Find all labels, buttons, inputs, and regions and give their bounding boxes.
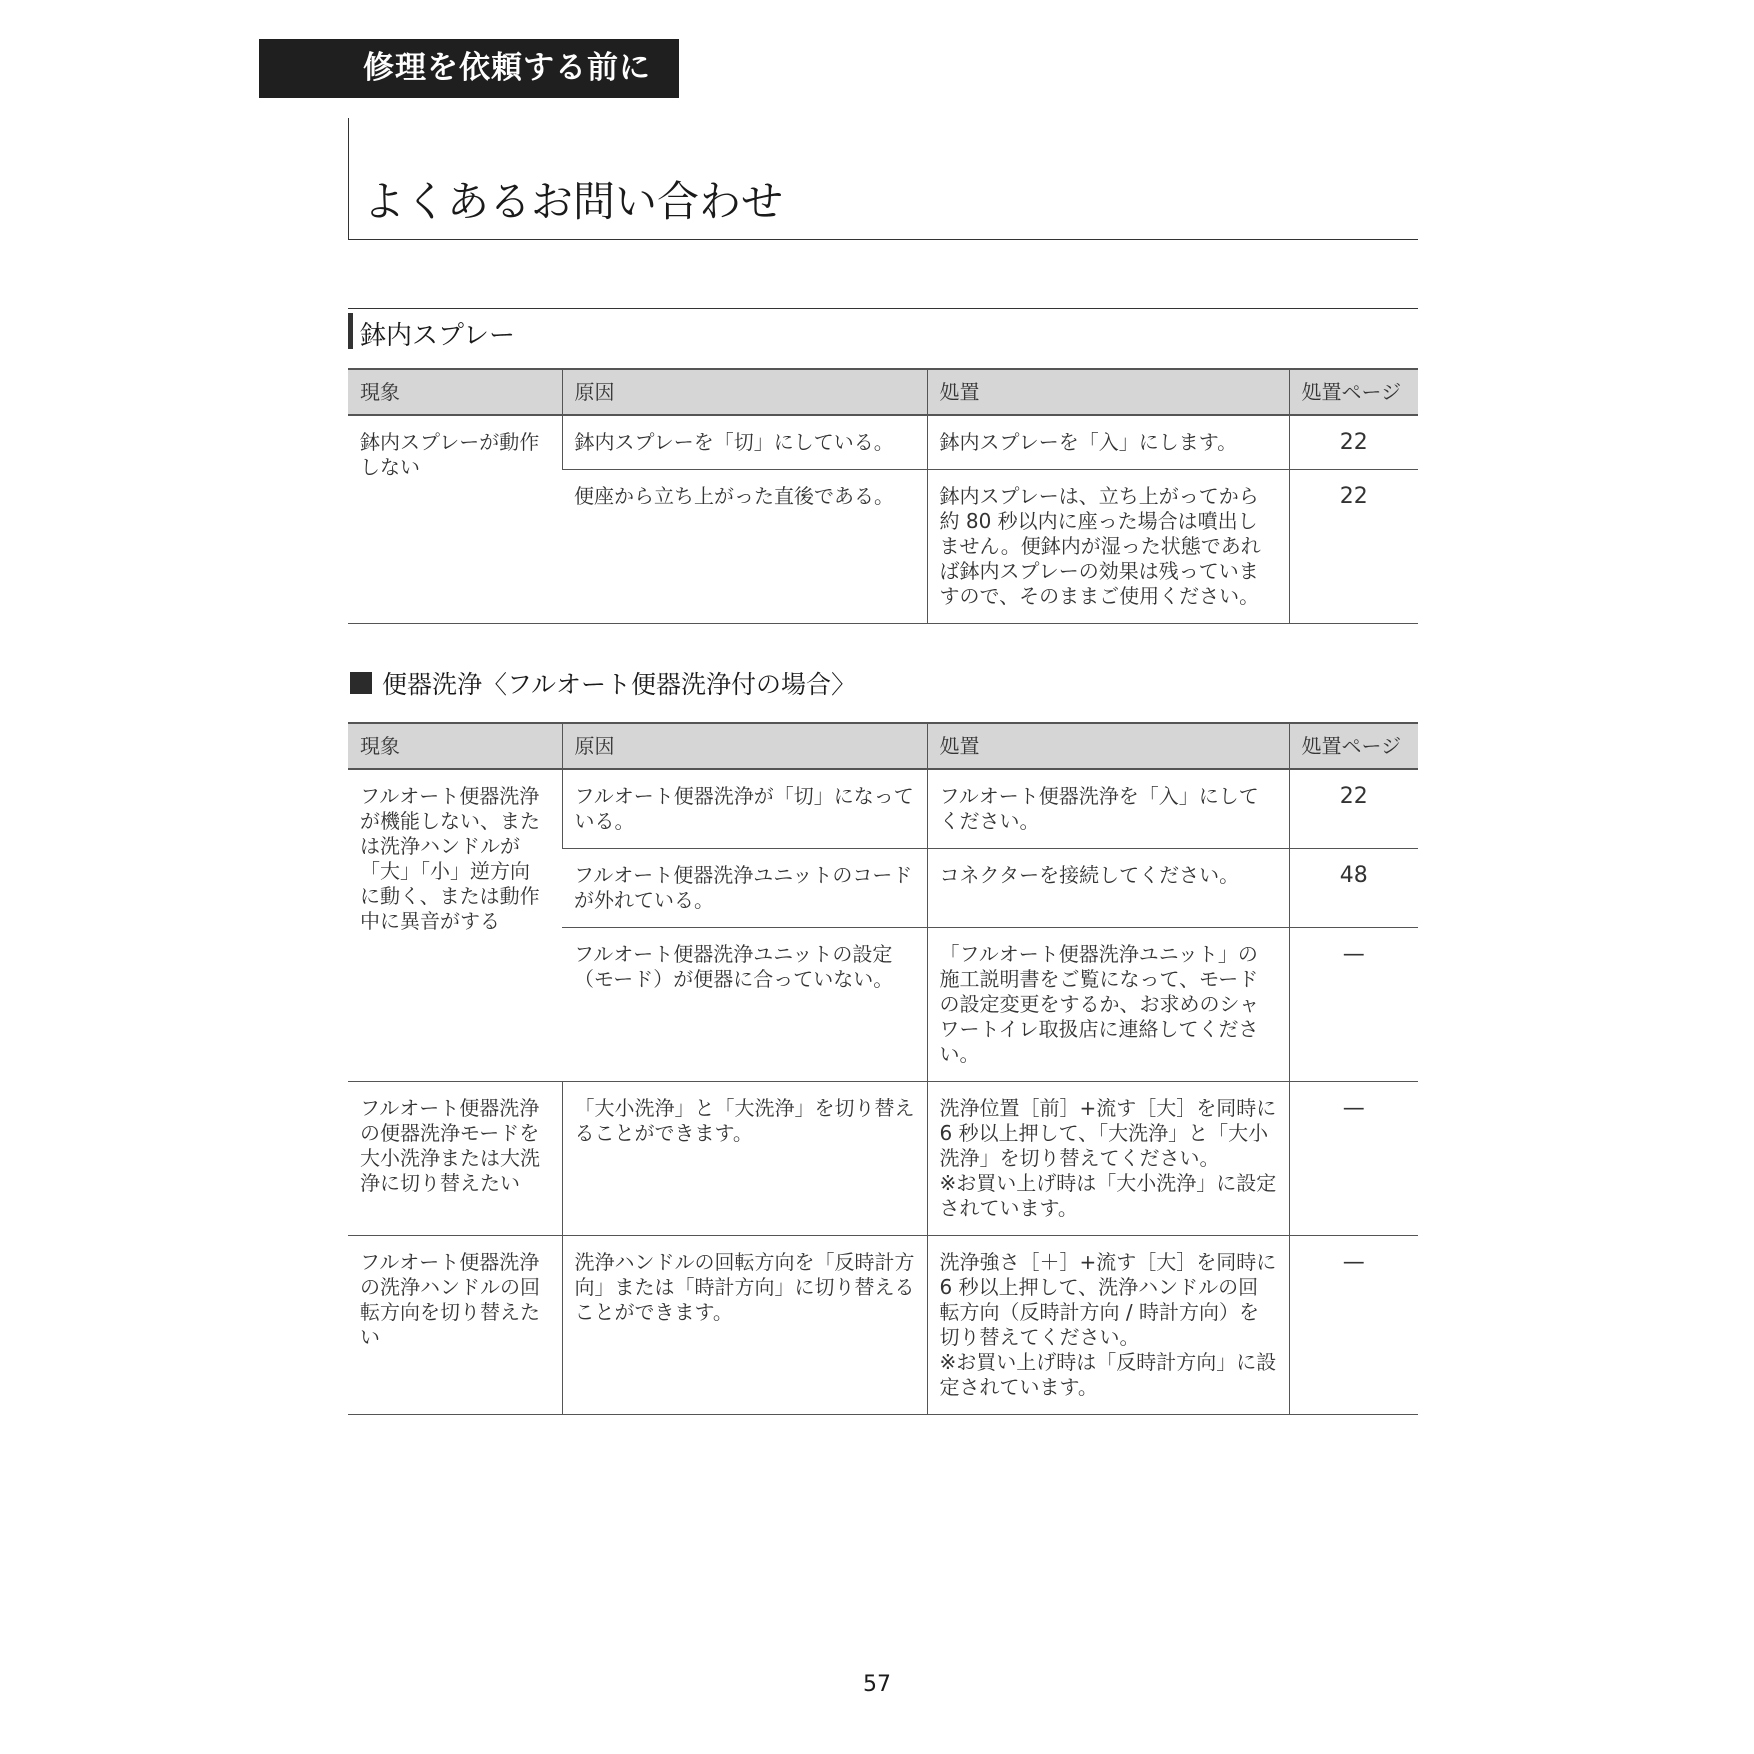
header-action: 処置 <box>927 369 1289 415</box>
table-row <box>348 1082 1418 1236</box>
action-cell: 鉢内スプレーを「入」にします。 <box>927 415 1289 470</box>
page-ref-cell: 48 <box>1289 849 1418 928</box>
header-page: 処置ページ <box>1289 723 1418 769</box>
symptom-cell: フルオート便器洗浄が機能しない、または洗浄ハンドルが「大」「小」逆方向に動く、または動作中に異音がする <box>348 769 562 1082</box>
section-heading-label: 便器洗浄〈フルオート便器洗浄付の場合〉 <box>382 670 857 699</box>
faq-table-spray <box>348 368 1418 624</box>
page-ref-cell: 22 <box>1289 415 1418 470</box>
page-ref-cell: — <box>1289 928 1418 1082</box>
page-ref-cell: 22 <box>1289 470 1418 624</box>
page-ref-cell: 22 <box>1289 769 1418 849</box>
cause-cell: フルオート便器洗浄が「切」になっている。 <box>562 769 927 849</box>
cause-cell: 洗浄ハンドルの回転方向を「反時計方向」または「時計方向」に切り替えることができます。 <box>562 1236 927 1415</box>
section-heading-label: 鉢内スプレー <box>360 321 515 351</box>
page-title: よくあるお問い合わせ <box>363 177 784 226</box>
symptom-cell: フルオート便器洗浄の便器洗浄モードを大小洗浄または大洗浄に切り替えたい <box>348 1082 562 1236</box>
cause-cell: フルオート便器洗浄ユニットの設定（モード）が便器に合っていない。 <box>562 928 927 1082</box>
header-cause: 原因 <box>562 723 927 769</box>
action-cell: 「フルオート便器洗浄ユニット」の施工説明書をご覧になって、モードの設定変更をするか、お求めのシャワートイレ取扱店に連絡してください。 <box>927 928 1289 1082</box>
symptom-cell: フルオート便器洗浄の洗浄ハンドルの回転方向を切り替えたい <box>348 1236 562 1415</box>
cause-cell: フルオート便器洗浄ユニットのコードが外れている。 <box>562 849 927 928</box>
table-header-row <box>348 723 1418 769</box>
section-heading-spray <box>348 308 1418 351</box>
section-heading-flush <box>350 665 856 701</box>
header-cause: 原因 <box>562 369 927 415</box>
page-number: 57 <box>863 1672 891 1697</box>
title-block <box>348 118 1418 240</box>
action-cell: フルオート便器洗浄を「入」にしてください。 <box>927 769 1289 849</box>
chapter-tab: 修理を依頼する前に <box>259 39 679 98</box>
action-cell: 洗浄強さ［＋］+流す［大］を同時に 6 秒以上押して、洗浄ハンドルの回転方向（反時計方向 / 時計方向）を切り替えてください。 ※お買い上げ時は「反時計方向」に設定されています。 <box>927 1236 1289 1415</box>
header-symptom: 現象 <box>348 723 562 769</box>
cause-cell: 鉢内スプレーを「切」にしている。 <box>562 415 927 470</box>
faq-table-flush <box>348 722 1418 1415</box>
page-ref-cell: — <box>1289 1082 1418 1236</box>
table-header-row <box>348 369 1418 415</box>
action-cell: 鉢内スプレーは、立ち上がってから約 80 秒以内に座った場合は噴出しません。便鉢内が湿った状態であれば鉢内スプレーの効果は残っていますので、そのままご使用ください。 <box>927 470 1289 624</box>
cause-cell: 便座から立ち上がった直後である。 <box>562 470 927 624</box>
header-action: 処置 <box>927 723 1289 769</box>
symptom-cell: 鉢内スプレーが動作しない <box>348 415 562 624</box>
table-row <box>348 415 1418 470</box>
header-symptom: 現象 <box>348 369 562 415</box>
action-cell: コネクターを接続してください。 <box>927 849 1289 928</box>
page-ref-cell: — <box>1289 1236 1418 1415</box>
cause-cell: 「大小洗浄」と「大洗浄」を切り替えることができます。 <box>562 1082 927 1236</box>
table-row <box>348 1236 1418 1415</box>
square-bullet-icon <box>350 672 372 694</box>
header-page: 処置ページ <box>1289 369 1418 415</box>
action-cell: 洗浄位置［前］+流す［大］を同時に 6 秒以上押して、「大洗浄」と「大小洗浄」を切り替えてください。 ※お買い上げ時は「大小洗浄」に設定されています。 <box>927 1082 1289 1236</box>
table-row <box>348 769 1418 849</box>
section-heading-bar <box>348 313 353 349</box>
